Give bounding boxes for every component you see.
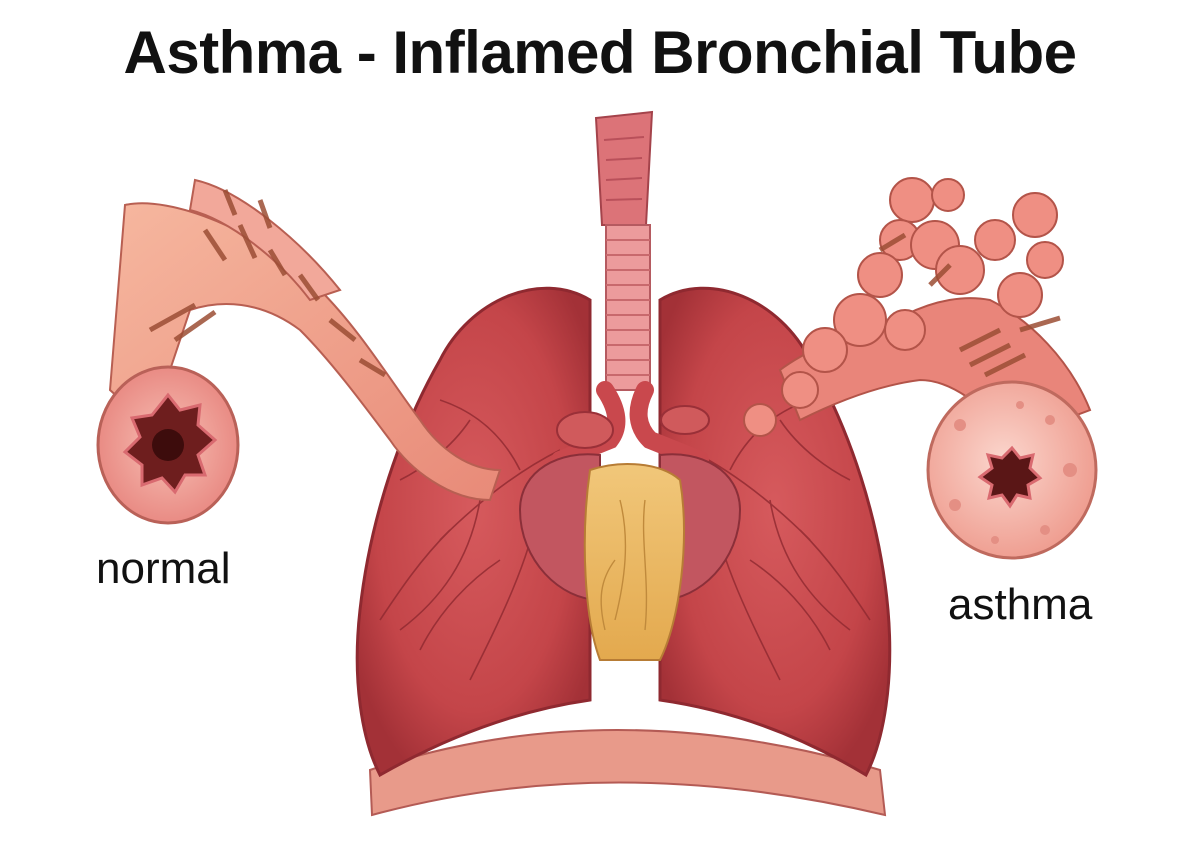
trachea — [596, 112, 652, 390]
normal-bronchial-tube — [98, 180, 500, 523]
normal-label: normal — [96, 544, 231, 593]
page-title: Asthma - Inflamed Bronchial Tube — [123, 19, 1077, 86]
asthma-label: asthma — [948, 580, 1093, 629]
